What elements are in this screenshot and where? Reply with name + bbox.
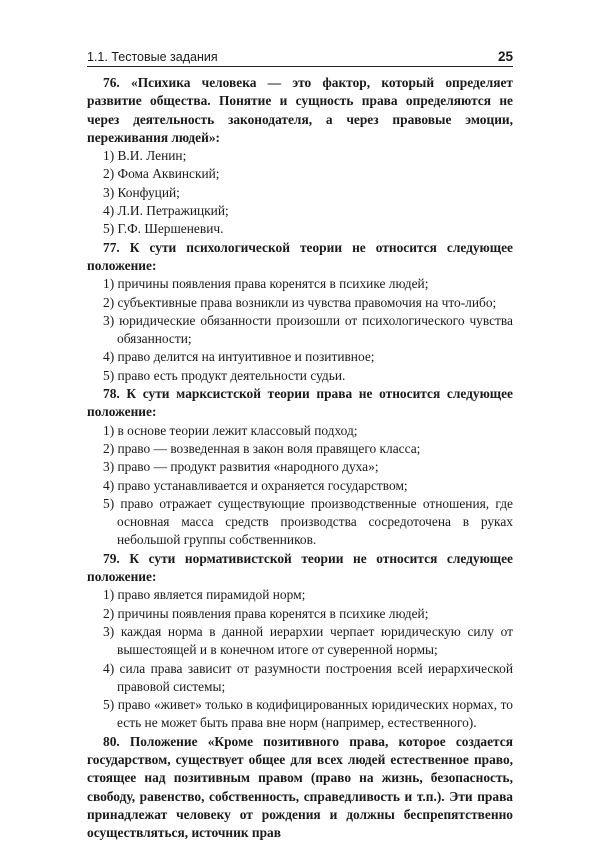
option: 2) субъективные права возникли из чувства правомочия на что-либо; — [103, 294, 497, 310]
page-number: 25 — [497, 49, 513, 64]
option: 3) Конфуций; — [103, 184, 180, 200]
header-rule — [87, 66, 513, 67]
option: 3) юридические обязанности произошли от психологического чувства обязанности; — [103, 312, 513, 347]
option: 2) причины появления права коренятся в психике людей; — [103, 605, 429, 621]
question-text: К сути марксистской теории права не относится следующее положение: — [87, 386, 513, 420]
question-text: К сути нормативистской теории не относится следующее положение: — [87, 550, 513, 585]
question-77 — [87, 239, 513, 276]
question-79 — [87, 550, 513, 587]
option: 3) каждая норма в данной иерархии черпает юридическую силу от вышестоящей и в конечном итоге от суверенной нормы; — [103, 623, 513, 658]
question-text: К сути психологической теории не относится следующее положение: — [87, 239, 513, 273]
option: 3) право — продукт развития «народного духа»; — [103, 459, 379, 475]
question-text: Положение «Кроме позитивного права, которое создается государством, существует общее для всех людей естественное право, стоящее над позитивным правом (право на жизнь, безопасность, свободу, равенство, собственность, справедливость и т.п.). Эти права принадлежат человеку от рождения и должны беспрепятственно осуществляться, источник прав — [87, 733, 513, 841]
option: 1) в основе теории лежит классовый подход; — [103, 422, 358, 438]
question-number: 76. — [103, 75, 120, 90]
question-number: 77. — [103, 239, 120, 255]
question-number: 78. — [103, 386, 120, 402]
section-title: 1.1. Тестовые задания — [87, 50, 218, 64]
option: 5) право «живет» только в кодифицированных юридических нормах, то есть не может быть права вне норм (например, естественного). — [103, 697, 513, 731]
option: 2) Фома Аквинский; — [103, 166, 220, 182]
question-number: 80. — [103, 733, 120, 749]
option: 5) право отражает существующие производственные отношения, где основная масса средств производства сосредоточена в руках небольшой группы собственников. — [103, 495, 513, 548]
option: 1) право является пирамидой норм; — [103, 587, 306, 603]
option: 4) Л.И. Петражицкий; — [103, 203, 229, 219]
page-body — [87, 74, 513, 842]
question-text: «Психика человека — это фактор, который определяет развитие общества. Понятие и сущность права определяются не через деятельность законодателя, а через правовые эмоции, переживания людей»: — [87, 75, 513, 145]
option: 4) право делится на интуитивное и позитивное; — [103, 349, 375, 365]
question-80 — [87, 733, 513, 842]
option: 4) сила права зависит от разумности построения всей иерархической правовой системы; — [103, 660, 513, 694]
running-header — [87, 49, 513, 64]
option: 4) право устанавливается и охраняется государством; — [103, 477, 408, 493]
option: 5) Г.Ф. Шершеневич. — [103, 221, 224, 237]
option: 2) право — возведенная в закон воля правящего класса; — [103, 440, 421, 456]
question-number: 79. — [103, 550, 120, 566]
option: 5) право есть продукт деятельности судьи. — [103, 367, 346, 383]
option: 1) причины появления права коренятся в психике людей; — [103, 276, 429, 292]
question-76 — [87, 74, 513, 147]
question-78 — [87, 385, 513, 422]
option: 1) В.И. Ленин; — [103, 148, 187, 164]
